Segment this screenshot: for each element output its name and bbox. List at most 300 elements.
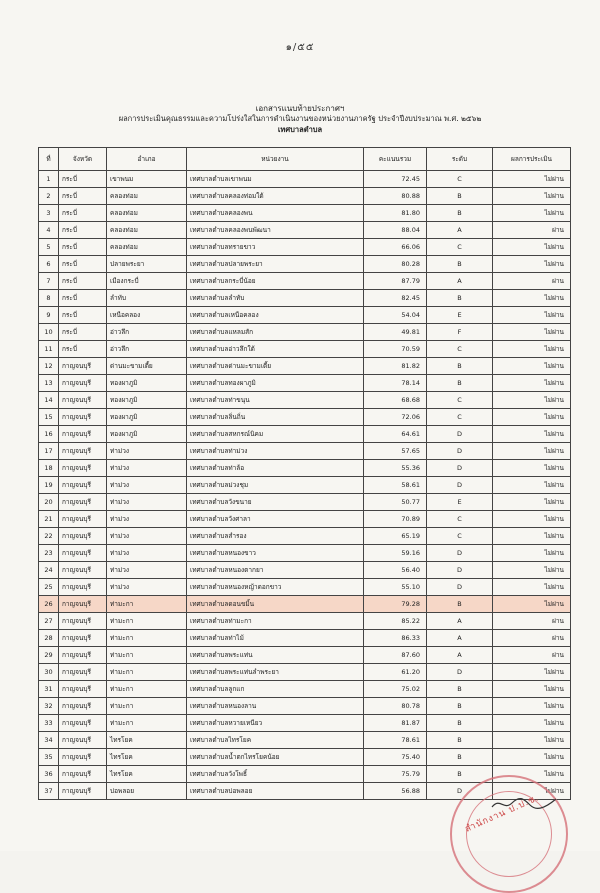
cell-result: ไม่ผ่าน: [493, 579, 571, 596]
cell-agency: เทศบาลตำบลท่าล้อ: [187, 460, 364, 477]
table-row: [39, 749, 571, 766]
seal-text: สำนักงาน ป.ป.ช.: [463, 793, 541, 835]
cell-result: ผ่าน: [493, 613, 571, 630]
cell-agency: เทศบาลตำบลทรายขาว: [187, 239, 364, 256]
cell-score: 80.28: [364, 256, 427, 273]
cell-agency: เทศบาลตำบลม่วงชุม: [187, 477, 364, 494]
cell-result: ไม่ผ่าน: [493, 528, 571, 545]
cell-score: 81.87: [364, 715, 427, 732]
cell-result: ไม่ผ่าน: [493, 664, 571, 681]
cell-result: ไม่ผ่าน: [493, 324, 571, 341]
cell-score: 78.14: [364, 375, 427, 392]
table-row: [39, 630, 571, 647]
cell-level: B: [427, 188, 493, 205]
cell-score: 72.06: [364, 409, 427, 426]
cell-no: 32: [39, 698, 59, 715]
cell-district: ท่ามะกา: [107, 664, 187, 681]
cell-province: กาญจนบุรี: [59, 596, 107, 613]
cell-province: กระบี่: [59, 273, 107, 290]
cell-agency: เทศบาลตำบลคลองท่อมใต้: [187, 188, 364, 205]
cell-no: 22: [39, 528, 59, 545]
cell-score: 79.28: [364, 596, 427, 613]
cell-level: A: [427, 222, 493, 239]
cell-province: กาญจนบุรี: [59, 715, 107, 732]
cell-result: ผ่าน: [493, 222, 571, 239]
table-row: [39, 307, 571, 324]
cell-score: 54.04: [364, 307, 427, 324]
cell-agency: เทศบาลตำบลด่านมะขามเตี้ย: [187, 358, 364, 375]
results-table: [38, 147, 571, 800]
cell-province: กระบี่: [59, 222, 107, 239]
cell-score: 55.36: [364, 460, 427, 477]
document-subtitle: ผลการประเมินคุณธรรมและความโปร่งใสในการดำเนินงานของหน่วยงานภาครัฐ ประจำปีงบประมาณ พ.ศ. ๒๕๖๒: [118, 114, 482, 123]
cell-district: ทองผาภูมิ: [107, 426, 187, 443]
cell-agency: เทศบาลตำบลท่าม่วง: [187, 443, 364, 460]
cell-district: คลองท่อม: [107, 205, 187, 222]
cell-agency: เทศบาลตำบลพระแท่นลำพระยา: [187, 664, 364, 681]
cell-score: 75.02: [364, 681, 427, 698]
cell-agency: เทศบาลตำบลวังโพธิ์: [187, 766, 364, 783]
cell-province: กาญจนบุรี: [59, 681, 107, 698]
cell-agency: เทศบาลตำบลพระแท่น: [187, 647, 364, 664]
cell-no: 27: [39, 613, 59, 630]
cell-score: 87.79: [364, 273, 427, 290]
cell-level: B: [427, 290, 493, 307]
cell-level: C: [427, 392, 493, 409]
cell-province: กาญจนบุรี: [59, 562, 107, 579]
cell-result: ไม่ผ่าน: [493, 239, 571, 256]
table-row: [39, 409, 571, 426]
cell-no: 5: [39, 239, 59, 256]
table-row: [39, 613, 571, 630]
cell-result: ไม่ผ่าน: [493, 732, 571, 749]
table-row: [39, 647, 571, 664]
cell-level: D: [427, 783, 493, 800]
cell-no: 24: [39, 562, 59, 579]
cell-result: ไม่ผ่าน: [493, 698, 571, 715]
table-row: [39, 290, 571, 307]
table-row: [39, 732, 571, 749]
cell-province: กระบี่: [59, 256, 107, 273]
cell-district: ทองผาภูมิ: [107, 409, 187, 426]
cell-agency: เทศบาลตำบลลิ่นถิ่น: [187, 409, 364, 426]
cell-level: E: [427, 307, 493, 324]
cell-province: กาญจนบุรี: [59, 511, 107, 528]
cell-province: กาญจนบุรี: [59, 494, 107, 511]
cell-province: กาญจนบุรี: [59, 783, 107, 800]
cell-district: อ่าวลึก: [107, 324, 187, 341]
cell-agency: เทศบาลตำบลสำรอง: [187, 528, 364, 545]
table-row: [39, 511, 571, 528]
cell-agency: เทศบาลตำบลหนองลาน: [187, 698, 364, 715]
cell-province: กาญจนบุรี: [59, 528, 107, 545]
table-row: [39, 171, 571, 188]
cell-score: 50.77: [364, 494, 427, 511]
cell-district: ไทรโยค: [107, 749, 187, 766]
cell-score: 64.61: [364, 426, 427, 443]
cell-district: ท่ามะกา: [107, 681, 187, 698]
cell-level: B: [427, 256, 493, 273]
cell-result: ไม่ผ่าน: [493, 511, 571, 528]
cell-score: 80.88: [364, 188, 427, 205]
results-table-container: [38, 147, 570, 800]
cell-result: ไม่ผ่าน: [493, 443, 571, 460]
cell-agency: เทศบาลตำบลเขาพนม: [187, 171, 364, 188]
cell-no: 35: [39, 749, 59, 766]
cell-agency: เทศบาลตำบลหวายเหนียว: [187, 715, 364, 732]
cell-level: E: [427, 494, 493, 511]
cell-no: 29: [39, 647, 59, 664]
table-row: [39, 205, 571, 222]
cell-score: 61.20: [364, 664, 427, 681]
cell-province: กระบี่: [59, 188, 107, 205]
cell-agency: เทศบาลตำบลท่ามะกา: [187, 613, 364, 630]
cell-level: B: [427, 698, 493, 715]
cell-no: 36: [39, 766, 59, 783]
cell-score: 70.89: [364, 511, 427, 528]
cell-district: ท่าม่วง: [107, 477, 187, 494]
table-row: [39, 426, 571, 443]
cell-district: ทองผาภูมิ: [107, 375, 187, 392]
cell-district: คลองท่อม: [107, 239, 187, 256]
table-row: [39, 358, 571, 375]
cell-province: กาญจนบุรี: [59, 375, 107, 392]
cell-no: 2: [39, 188, 59, 205]
cell-score: 57.65: [364, 443, 427, 460]
cell-province: กระบี่: [59, 307, 107, 324]
cell-score: 55.10: [364, 579, 427, 596]
cell-score: 72.45: [364, 171, 427, 188]
cell-level: D: [427, 545, 493, 562]
table-header-row: [39, 148, 571, 171]
cell-score: 56.88: [364, 783, 427, 800]
cell-no: 17: [39, 443, 59, 460]
cell-level: A: [427, 613, 493, 630]
cell-agency: เทศบาลตำบลอ่าวลึกใต้: [187, 341, 364, 358]
cell-district: ท่ามะกา: [107, 715, 187, 732]
cell-district: ปลายพระยา: [107, 256, 187, 273]
cell-level: B: [427, 358, 493, 375]
signature-mark: [490, 793, 560, 813]
cell-province: กระบี่: [59, 171, 107, 188]
cell-level: F: [427, 324, 493, 341]
cell-agency: เทศบาลตำบลท่าไม้: [187, 630, 364, 647]
cell-level: B: [427, 681, 493, 698]
cell-district: ท่าม่วง: [107, 528, 187, 545]
header-level: ระดับ: [427, 148, 493, 171]
cell-no: 20: [39, 494, 59, 511]
cell-result: ไม่ผ่าน: [493, 290, 571, 307]
cell-no: 10: [39, 324, 59, 341]
cell-district: ท่ามะกา: [107, 596, 187, 613]
cell-level: C: [427, 511, 493, 528]
cell-province: กาญจนบุรี: [59, 358, 107, 375]
cell-level: A: [427, 647, 493, 664]
cell-province: กาญจนบุรี: [59, 630, 107, 647]
cell-score: 85.22: [364, 613, 427, 630]
cell-level: D: [427, 426, 493, 443]
cell-result: ไม่ผ่าน: [493, 358, 571, 375]
cell-agency: เทศบาลตำบลน้ำตกไทรโยคน้อย: [187, 749, 364, 766]
cell-district: ท่าม่วง: [107, 579, 187, 596]
cell-no: 21: [39, 511, 59, 528]
cell-district: ท่ามะกา: [107, 630, 187, 647]
cell-result: ผ่าน: [493, 273, 571, 290]
cell-no: 4: [39, 222, 59, 239]
cell-result: ไม่ผ่าน: [493, 171, 571, 188]
cell-score: 58.61: [364, 477, 427, 494]
cell-district: เหนือคลอง: [107, 307, 187, 324]
cell-result: ไม่ผ่าน: [493, 562, 571, 579]
cell-score: 65.19: [364, 528, 427, 545]
cell-score: 49.81: [364, 324, 427, 341]
cell-agency: เทศบาลตำบลวังศาลา: [187, 511, 364, 528]
cell-level: A: [427, 273, 493, 290]
cell-level: D: [427, 562, 493, 579]
cell-score: 82.45: [364, 290, 427, 307]
table-row: [39, 188, 571, 205]
cell-score: 66.06: [364, 239, 427, 256]
cell-province: กาญจนบุรี: [59, 647, 107, 664]
table-row: [39, 715, 571, 732]
cell-province: กาญจนบุรี: [59, 460, 107, 477]
cell-district: ทองผาภูมิ: [107, 392, 187, 409]
cell-province: กาญจนบุรี: [59, 698, 107, 715]
table-row: [39, 528, 571, 545]
cell-result: ผ่าน: [493, 630, 571, 647]
cell-level: D: [427, 460, 493, 477]
cell-no: 19: [39, 477, 59, 494]
cell-agency: เทศบาลตำบลหนองขาว: [187, 545, 364, 562]
cell-no: 18: [39, 460, 59, 477]
cell-agency: เทศบาลตำบลกระบี่น้อย: [187, 273, 364, 290]
cell-district: ท่าม่วง: [107, 494, 187, 511]
cell-district: คลองท่อม: [107, 222, 187, 239]
cell-no: 34: [39, 732, 59, 749]
cell-province: กาญจนบุรี: [59, 579, 107, 596]
cell-district: คลองท่อม: [107, 188, 187, 205]
cell-province: กาญจนบุรี: [59, 664, 107, 681]
table-row: [39, 324, 571, 341]
cell-result: ไม่ผ่าน: [493, 409, 571, 426]
cell-province: กาญจนบุรี: [59, 477, 107, 494]
cell-district: ไทรโยค: [107, 766, 187, 783]
cell-level: B: [427, 375, 493, 392]
cell-province: กระบี่: [59, 341, 107, 358]
cell-district: ท่าม่วง: [107, 545, 187, 562]
cell-province: กาญจนบุรี: [59, 545, 107, 562]
cell-province: กาญจนบุรี: [59, 426, 107, 443]
cell-result: ไม่ผ่าน: [493, 426, 571, 443]
table-row: [39, 664, 571, 681]
header-score: คะแนนรวม: [364, 148, 427, 171]
cell-agency: เทศบาลตำบลวังขนาย: [187, 494, 364, 511]
cell-no: 3: [39, 205, 59, 222]
cell-result: ไม่ผ่าน: [493, 375, 571, 392]
cell-score: 70.59: [364, 341, 427, 358]
cell-score: 78.61: [364, 732, 427, 749]
cell-province: กระบี่: [59, 239, 107, 256]
cell-agency: เทศบาลตำบลสหกรณ์นิคม: [187, 426, 364, 443]
cell-province: กาญจนบุรี: [59, 443, 107, 460]
section-title: เทศบาลตำบล: [277, 125, 323, 134]
cell-agency: เทศบาลตำบลคลองพน: [187, 205, 364, 222]
cell-no: 16: [39, 426, 59, 443]
cell-no: 37: [39, 783, 59, 800]
header-result: ผลการประเมิน: [493, 148, 571, 171]
header-district: อำเภอ: [107, 148, 187, 171]
cell-level: C: [427, 409, 493, 426]
table-row: [39, 681, 571, 698]
cell-no: 8: [39, 290, 59, 307]
cell-level: C: [427, 171, 493, 188]
cell-agency: เทศบาลตำบลไทรโยค: [187, 732, 364, 749]
cell-no: 14: [39, 392, 59, 409]
cell-district: ท่ามะกา: [107, 698, 187, 715]
cell-district: บ่อพลอย: [107, 783, 187, 800]
page-number: ๑/๕๕: [285, 42, 315, 53]
cell-level: B: [427, 766, 493, 783]
cell-district: เมืองกระบี่: [107, 273, 187, 290]
cell-no: 31: [39, 681, 59, 698]
cell-agency: เทศบาลตำบลดอนขมิ้น: [187, 596, 364, 613]
cell-no: 9: [39, 307, 59, 324]
cell-result: ไม่ผ่าน: [493, 460, 571, 477]
cell-level: D: [427, 579, 493, 596]
cell-level: D: [427, 443, 493, 460]
cell-score: 68.68: [364, 392, 427, 409]
cell-district: อ่าวลึก: [107, 341, 187, 358]
cell-no: 25: [39, 579, 59, 596]
cell-province: กาญจนบุรี: [59, 766, 107, 783]
cell-result: ไม่ผ่าน: [493, 783, 571, 800]
cell-result: ไม่ผ่าน: [493, 392, 571, 409]
table-row: [39, 273, 571, 290]
table-row: [39, 460, 571, 477]
cell-district: ไทรโยค: [107, 732, 187, 749]
cell-no: 13: [39, 375, 59, 392]
table-row: [39, 443, 571, 460]
table-row: [39, 477, 571, 494]
header-agency: หน่วยงาน: [187, 148, 364, 171]
cell-agency: เทศบาลตำบลลูกแก: [187, 681, 364, 698]
cell-no: 11: [39, 341, 59, 358]
document-annex-title: เอกสารแนบท้ายประกาศฯ: [255, 104, 345, 113]
table-row: [39, 545, 571, 562]
cell-agency: เทศบาลตำบลท่าขนุน: [187, 392, 364, 409]
cell-no: 1: [39, 171, 59, 188]
cell-province: กระบี่: [59, 290, 107, 307]
cell-agency: เทศบาลตำบลลำทับ: [187, 290, 364, 307]
header-no: ที่: [39, 148, 59, 171]
cell-agency: เทศบาลตำบลแหลมสัก: [187, 324, 364, 341]
cell-result: ไม่ผ่าน: [493, 256, 571, 273]
cell-score: 75.40: [364, 749, 427, 766]
table-row: [39, 698, 571, 715]
cell-score: 87.60: [364, 647, 427, 664]
cell-result: ไม่ผ่าน: [493, 307, 571, 324]
cell-level: C: [427, 341, 493, 358]
table-body: [39, 171, 571, 800]
cell-agency: เทศบาลตำบลบ่อพลอย: [187, 783, 364, 800]
cell-result: ไม่ผ่าน: [493, 341, 571, 358]
cell-district: ท่าม่วง: [107, 562, 187, 579]
cell-result: ไม่ผ่าน: [493, 749, 571, 766]
cell-province: กระบี่: [59, 324, 107, 341]
cell-level: D: [427, 477, 493, 494]
cell-score: 86.33: [364, 630, 427, 647]
cell-result: ไม่ผ่าน: [493, 477, 571, 494]
cell-no: 6: [39, 256, 59, 273]
cell-province: กาญจนบุรี: [59, 409, 107, 426]
cell-district: ท่ามะกา: [107, 647, 187, 664]
cell-result: ไม่ผ่าน: [493, 188, 571, 205]
cell-no: 23: [39, 545, 59, 562]
table-row: [39, 375, 571, 392]
cell-agency: เทศบาลตำบลเหนือคลอง: [187, 307, 364, 324]
table-row: [39, 494, 571, 511]
table-row: [39, 579, 571, 596]
cell-score: 81.82: [364, 358, 427, 375]
cell-district: ท่าม่วง: [107, 511, 187, 528]
cell-no: 30: [39, 664, 59, 681]
header-province: จังหวัด: [59, 148, 107, 171]
cell-level: C: [427, 239, 493, 256]
cell-score: 88.04: [364, 222, 427, 239]
cell-result: ไม่ผ่าน: [493, 494, 571, 511]
table-row: [39, 239, 571, 256]
cell-district: ท่ามะกา: [107, 613, 187, 630]
cell-no: 26: [39, 596, 59, 613]
cell-level: B: [427, 205, 493, 222]
cell-result: ไม่ผ่าน: [493, 681, 571, 698]
cell-level: A: [427, 630, 493, 647]
table-row: [39, 341, 571, 358]
table-row: [39, 222, 571, 239]
cell-result: ไม่ผ่าน: [493, 766, 571, 783]
cell-district: ท่าม่วง: [107, 460, 187, 477]
cell-no: 15: [39, 409, 59, 426]
cell-result: ไม่ผ่าน: [493, 205, 571, 222]
cell-result: ไม่ผ่าน: [493, 715, 571, 732]
cell-result: ผ่าน: [493, 647, 571, 664]
cell-no: 12: [39, 358, 59, 375]
cell-score: 75.79: [364, 766, 427, 783]
cell-agency: เทศบาลตำบลทองผาภูมิ: [187, 375, 364, 392]
cell-district: เขาพนม: [107, 171, 187, 188]
table-row: [39, 596, 571, 613]
cell-province: กระบี่: [59, 205, 107, 222]
cell-province: กาญจนบุรี: [59, 732, 107, 749]
cell-level: B: [427, 749, 493, 766]
cell-agency: เทศบาลตำบลปลายพระยา: [187, 256, 364, 273]
cell-no: 7: [39, 273, 59, 290]
cell-result: ไม่ผ่าน: [493, 596, 571, 613]
cell-level: B: [427, 715, 493, 732]
cell-district: ด่านมะขามเตี้ย: [107, 358, 187, 375]
cell-score: 81.80: [364, 205, 427, 222]
cell-province: กาญจนบุรี: [59, 392, 107, 409]
cell-level: C: [427, 528, 493, 545]
cell-score: 59.16: [364, 545, 427, 562]
cell-no: 28: [39, 630, 59, 647]
cell-level: D: [427, 664, 493, 681]
cell-province: กาญจนบุรี: [59, 749, 107, 766]
cell-district: ท่าม่วง: [107, 443, 187, 460]
cell-province: กาญจนบุรี: [59, 613, 107, 630]
cell-agency: เทศบาลตำบลหนองหญ้าดอกขาว: [187, 579, 364, 596]
cell-level: B: [427, 596, 493, 613]
